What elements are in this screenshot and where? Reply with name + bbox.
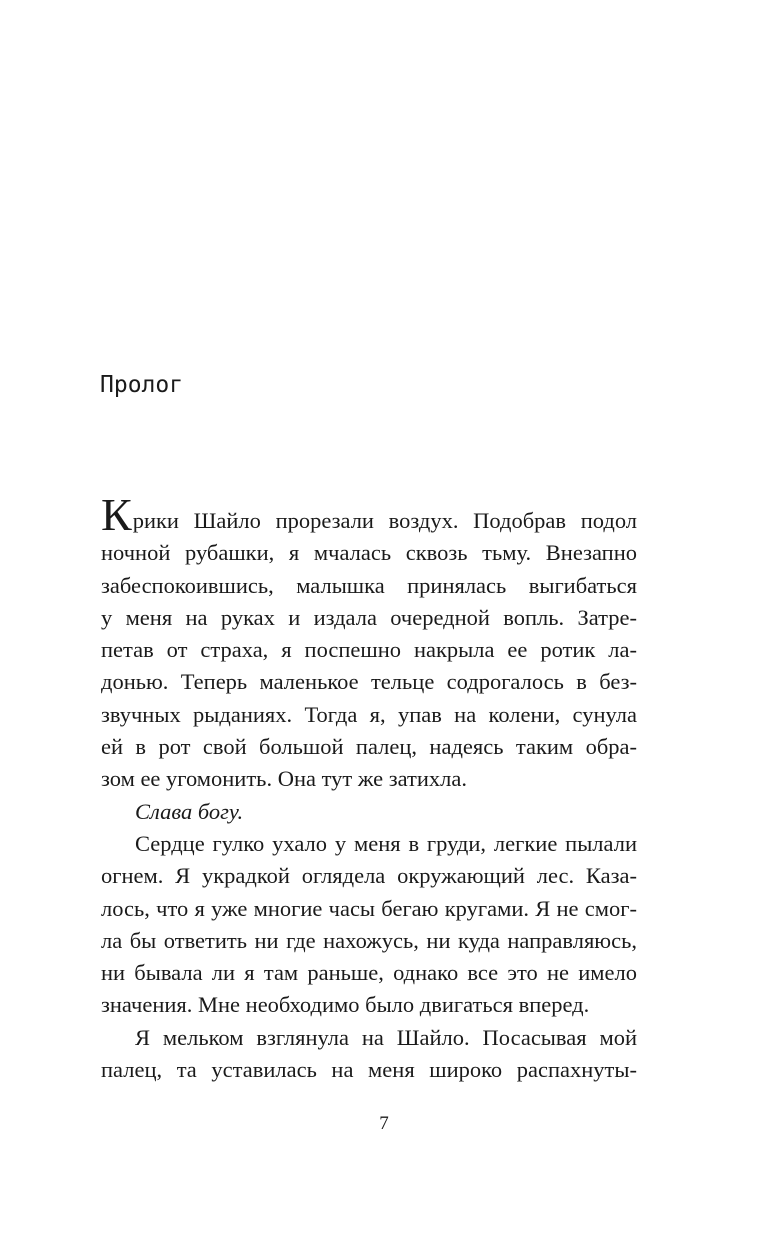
text-line: Крики Шайло прорезали воздух. Подобрав подол [101, 489, 637, 540]
drop-cap: К [101, 489, 132, 540]
text-line: донью. Теперь маленькое тельце содрогалось в без- [101, 669, 637, 695]
body-text [101, 489, 637, 1086]
text-line: ни бывала ли я там раньше, однако все это не имело [101, 960, 637, 986]
text-line: ей в рот свой большой палец, надеясь таким обра- [101, 734, 637, 760]
text-line: лось, что я уже многие часы бегаю кругами. Я не смог- [101, 895, 637, 921]
text-line: зом ее угомонить. Она тут же затихла. [101, 766, 467, 792]
text-line: у меня на руках и издала очередной вопль. Затре- [101, 604, 637, 630]
text-line: звучных рыданиях. Тогда я, упав на колени, сунула [101, 701, 637, 727]
text-line: значения. Мне необходимо было двигаться вперед. [101, 992, 590, 1018]
text-line: забеспокоившись, малышка принялась выгибаться [101, 572, 637, 598]
italic-line: Слава богу. [135, 798, 244, 824]
text-line: палец, та уставилась на меня широко распахнуты- [101, 1057, 637, 1083]
text-line: ночной рубашки, я мчалась сквозь тьму. Внезапно [101, 540, 637, 566]
text-line: ла бы ответить ни где нахожусь, ни куда направляюсь, [101, 927, 637, 953]
text-line: Сердце гулко ухало у меня в груди, легкие пылали [135, 830, 637, 856]
chapter-title: Пролог [100, 372, 184, 398]
text-line: огнем. Я украдкой оглядела окружающий лес. Каза- [101, 863, 637, 889]
page-number: 7 [379, 1113, 389, 1134]
text-line: петав от страха, я поспешно накрыла ее ротик ла- [101, 637, 637, 663]
text-line: Я мельком взглянула на Шайло. Посасывая мой [135, 1024, 637, 1050]
